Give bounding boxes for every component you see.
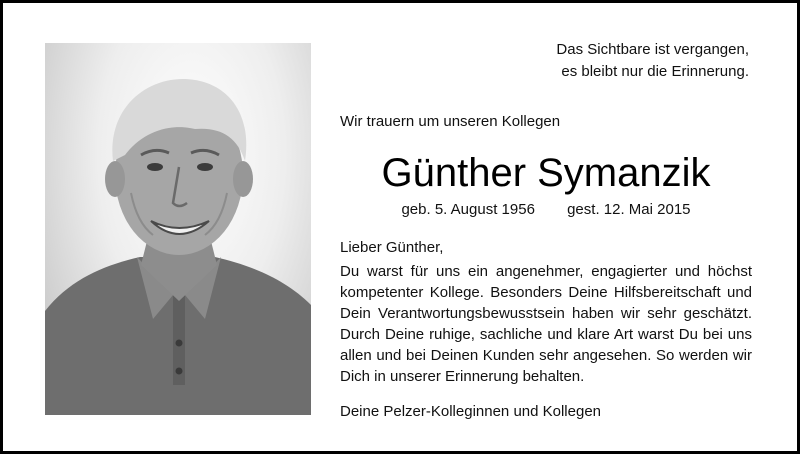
- mourning-intro: Wir trauern um unseren Kollegen: [340, 113, 561, 130]
- verse-line-1: Das Sichtbare ist vergangen,: [556, 41, 749, 58]
- verse-line-2: es bleibt nur die Erinnerung.: [561, 63, 749, 80]
- tribute-text: Du warst für uns ein angenehmer, engagierter und höchst kompetenter Kollege. Besonders Deine Hilfsbereitschaft und Dein Verantwortungsbewusstsein haben wir sehr geschätzt. Durch Deine ruhige, sachliche und klare Art warst Du bei uns allen und bei Deinen Kunden sehr angesehen. So werden wir Dich in unserer Erinnerung behalten.: [340, 263, 752, 385]
- deceased-name: Günther Symanzik: [381, 151, 711, 195]
- birth-date: geb. 5. August 1956: [401, 201, 535, 218]
- portrait-photo: [45, 43, 311, 415]
- portrait-image: [45, 43, 311, 415]
- greeting: Lieber Günther,: [340, 239, 444, 256]
- signoff: Deine Pelzer-Kolleginnen und Kollegen: [340, 403, 602, 420]
- life-dates: [340, 201, 752, 218]
- memorial-verse: [556, 39, 749, 83]
- death-date: gest. 12. Mai 2015: [567, 201, 691, 218]
